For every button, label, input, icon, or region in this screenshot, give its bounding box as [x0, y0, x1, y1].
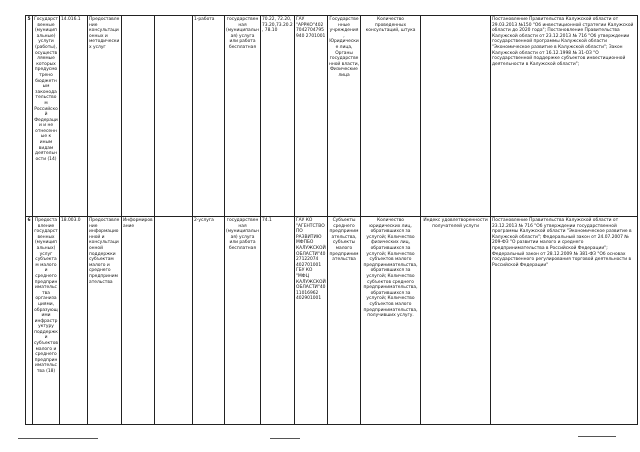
scan-edge-mark	[18, 438, 98, 442]
service-content: Предоставление консультационных и методических услуг	[88, 16, 122, 217]
okved-codes: 70.22, 72.20, 73.20,73.20.2, 78.10	[261, 16, 295, 217]
row-number: 5	[26, 16, 33, 217]
volume-indicator: Количество юридических лиц, обратившихся за услугой; Количество физических лиц, обратившихся за услугой; Количество субъектов малого предпринимательства, обратившихся за услугой; Количество субъектов среднего предпринимательства, обратившихся за услугой; Количество субъектов малого предпринимательства, получивших услугу.	[361, 217, 421, 425]
service-code: 14.016.1	[60, 16, 88, 217]
service-content: Предоставление информационной и консультационной поддержки субъектам малого и среднего предпринимательства	[88, 217, 122, 425]
scan-edge-mark	[270, 438, 300, 442]
table-row	[26, 16, 638, 217]
organization: ГАУ "АРРКО"4027042704795940 2701001	[295, 16, 328, 217]
quality-indicator	[421, 16, 491, 217]
service-condition	[122, 16, 155, 217]
quality-indicator: Индекс удовлетворенности получателей услуги	[421, 217, 491, 425]
service-condition: Информирование	[122, 217, 155, 425]
legal-basis: Постановление Правительства Калужской области от 29.03.2013 №150 "Об инвестиционной стратегии Калужской области до 2020 года"; Постановление Правительства Калужской области от 23.12.2013 № 716 "Об утверждении государственной программы Калужской области "Экономическое развитие в Калужской области"; Закон Калужской области от 16.12.1998 № 31-ОЗ "О государственной поддержке субъектов инвестиционной деятельности в Калужской области";	[491, 16, 638, 217]
service-type: 2-услуга	[193, 217, 225, 425]
service-kind: государственная (муниципальная) услуга или работа бесплатная	[225, 16, 261, 217]
table-row	[26, 217, 638, 425]
okved-codes: 74.1	[261, 217, 295, 425]
service-name: Предоставление государственных (муниципальных) услуг субъектам малого и среднего предпринимательства организациями, образующими инфраструктуру поддержки субъектов малого и среднего предпринимательства (18)	[33, 217, 60, 425]
consumers: Государственные учреждения, Юридические лица, Органы государственной власти, Физические лица	[328, 16, 361, 217]
registry-table	[25, 15, 638, 425]
service-kind: государственная (муниципальная) услуга или работа бесплатная	[225, 217, 261, 425]
legal-basis: Постановление Правительства Калужской области от 23.12.2013 № 716 "Об утверждении государственной программы Калужской области "Экономическое развитие в Калужской области"; Федеральный закон от 24.07.2007 № 209-ФЗ "О развитии малого и среднего предпринимательства в Российской Федерации"; Федеральный закон от 28.12.2009 № 381-ФЗ "Об основах государственного регулирования торговой деятельности в Российской Федерации"	[491, 217, 638, 425]
scan-edge-mark	[578, 436, 616, 441]
consumers: Субъекты среднего предпринимательства, субъекты малого предпринимательства	[328, 217, 361, 425]
volume-indicator: Количество проведенных консультаций, штука	[361, 16, 421, 217]
organization: ГАУ КО "АГЕНТСТВО ПО РАЗВИТИЮ МФПБО КАЛУЖСКОЙ ОБЛАСТИ"4027122074 402701001 ГБУ КО "МФЦ КАЛУЖСКОЙ ОБЛАСТИ"4011016962 402901001	[295, 217, 328, 425]
service-extra	[155, 16, 193, 217]
service-code: 18.003.0	[60, 217, 88, 425]
row-number: 6	[26, 217, 33, 425]
service-extra	[155, 217, 193, 425]
service-type: 1-работа	[193, 16, 225, 217]
service-name: Государственные (муниципальные) услуги (работы), осуществляемые которых предусмотрено бюджетным законодательством Российской Федерации и не отнесенные к иным видам деятельности (14)	[33, 16, 60, 217]
